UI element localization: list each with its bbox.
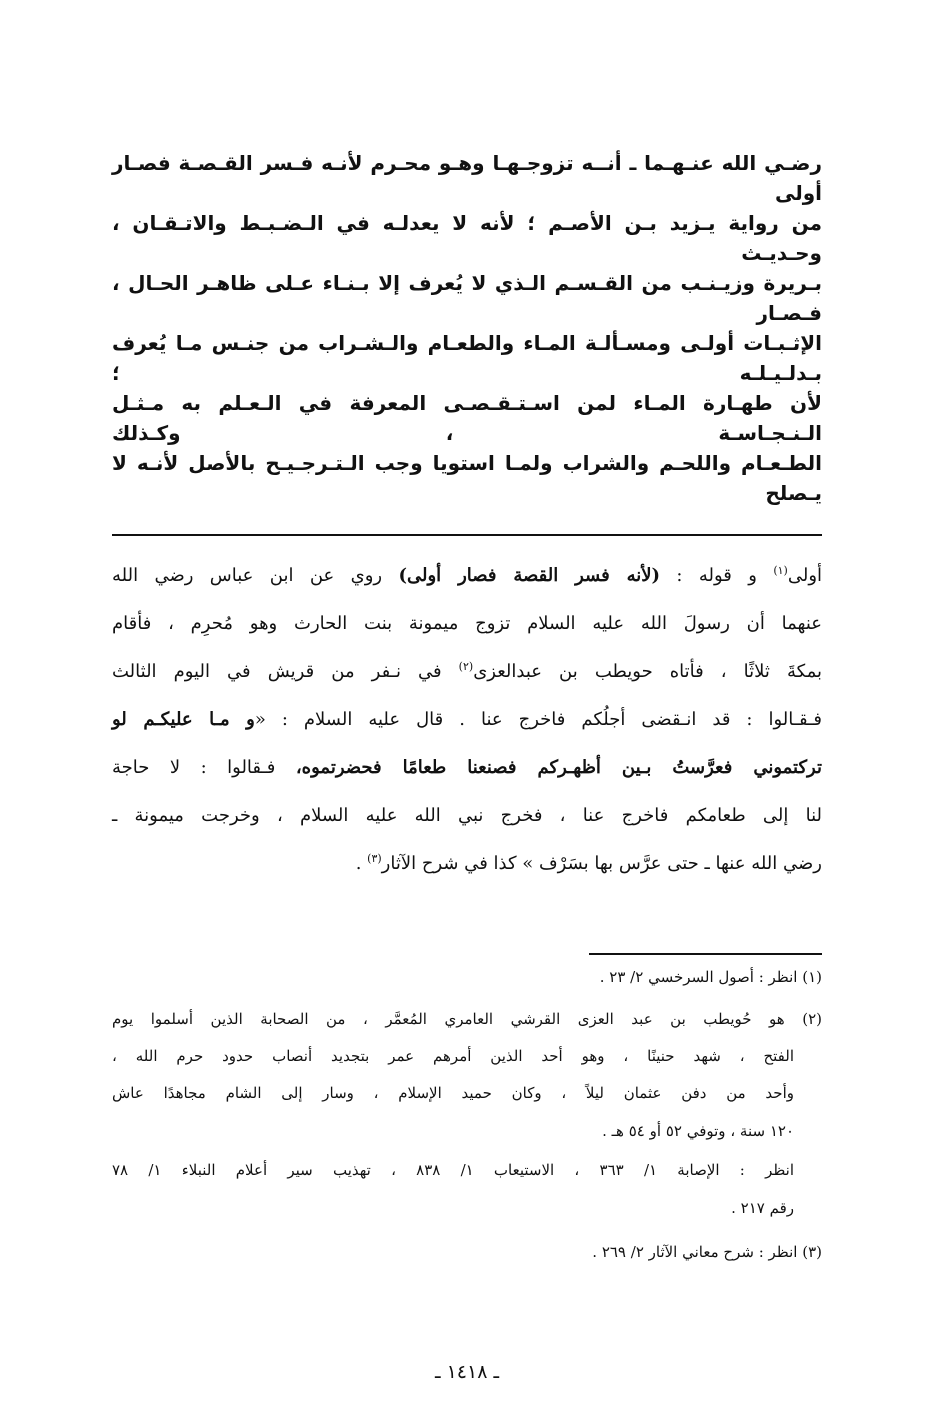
footnotes bbox=[112, 966, 822, 1271]
commentary-line: رضي الله عنها ـ حتى عرَّس بها بسَرْف » كذا في شرح الآثار$^{(٣)}$ . bbox=[355, 852, 822, 874]
footnote-ref: (١) bbox=[773, 564, 788, 577]
footnote-2-line: انظر : الإصابة ١/ ٣٦٣ ، الاستيعاب ١/ ٨٣٨ ، تهذيب سير أعلام النبلاء ١/ ٧٨ bbox=[112, 1161, 795, 1179]
footnote-2-line: الفتح ، شهد حنينًا ، وهو أحد الذين أمرهم عمر بتجديد أنصاب حدود حرم الله ، bbox=[112, 1047, 794, 1065]
footnote-3: (٣) انظر : شرح معاني الآثار ٢/ ٢٦٩ . bbox=[592, 1243, 822, 1261]
footnote-2-line: وأحد من دفن عثمان ليلاً ، وكان حميد الإسلام ، وسار إلى الشام مجاهدًا عاش bbox=[112, 1084, 794, 1102]
commentary-line: أولى$^{(١)}$ و قوله : (لأنه فسر القصة فصار أولى) روي عن ابن عباس رضي الله bbox=[112, 564, 823, 586]
footnote-2-line: ١٢٠ سنة ، وتوفي ٥٢ أو ٥٤ هـ . bbox=[602, 1122, 794, 1140]
commentary-line: لنا إلى طعامكم فاخرج عنا ، فخرج نبي الله عليه السلام ، وخرجت ميمونة ـ bbox=[112, 805, 822, 826]
main-line: بـريرة وزيـنـب من القـسـم الـذي لا يُعرف إلا بـنـاء عـلى ظاهـر الحـال ، فـصـار bbox=[112, 271, 822, 325]
commentary-line: عنهما أن رسولَ الله عليه السلام تزوج ميمونة بنت الحارث وهو مُحرِم ، فأقام bbox=[112, 613, 822, 634]
main-line: الإثـبـات أولـى ومسـألـة المـاء والطعـام والـشـراب من جنـس مـا يُعرف بـدلـيـلـه ؛ bbox=[112, 331, 822, 385]
footnote-2-line: رقم ٢١٧ . bbox=[731, 1199, 794, 1217]
footnote-divider bbox=[589, 953, 822, 955]
commentary bbox=[112, 562, 822, 898]
main-line: رضـي الله عنـهـما ـ أنــه تزوجـهـا وهـو محـرم لأنـه فـسر القـصـة فصـار أولى bbox=[112, 151, 822, 205]
commentary-line: فـقـالوا : قد انـقضى أجلُكم فاخرج عنا . قال عليه السلام : «و مـا عليكـم لو bbox=[112, 709, 822, 730]
main-text bbox=[112, 148, 822, 508]
footnote-ref: (٢) bbox=[458, 660, 474, 673]
main-line: من رواية يـزيد بـن الأصـم ؛ لأنه لا يعدلـه في الـضـبـط والاتـقـان ، وحـديـث bbox=[112, 211, 822, 265]
main-line: الطـعـام واللحـم والشراب ولمـا استويا وجب الـتـرجـيـح بالأصل لأنـه لا يـصلح bbox=[112, 451, 822, 505]
commentary-line: تركتموني فعرَّستُ بـين أظهـركم فصنعنا طعامًا فحضرتموه، فـقالوا : لا حاجة bbox=[112, 757, 823, 778]
main-line: لأن طهـارة المـاء لمن اسـتـقـصـى المعرفة في الـعـلم به مـثـل الـنـجـاسـة ، وكـذلك bbox=[112, 391, 822, 445]
page-number: ـ ١٤١٨ ـ bbox=[434, 1361, 500, 1383]
footnote-ref: (٣) bbox=[367, 852, 382, 865]
main-divider bbox=[112, 534, 822, 536]
footnote-2: (٢) هو حُويطب بن عبد العزى القرشي العامري المُعمَّر ، من الصحابة الذين أسلموا يوم bbox=[112, 1010, 822, 1028]
footnote-divider-wrap bbox=[112, 953, 822, 955]
footnote-1: (١) انظر : أصول السرخسي ٢/ ٢٣ . bbox=[599, 968, 822, 986]
commentary-line: بمكةَ ثلاثًا ، فأتاه حويطب بن عبدالعزى$^{(٢)}$ في نـفر من قريش في اليوم الثالث bbox=[112, 660, 822, 682]
